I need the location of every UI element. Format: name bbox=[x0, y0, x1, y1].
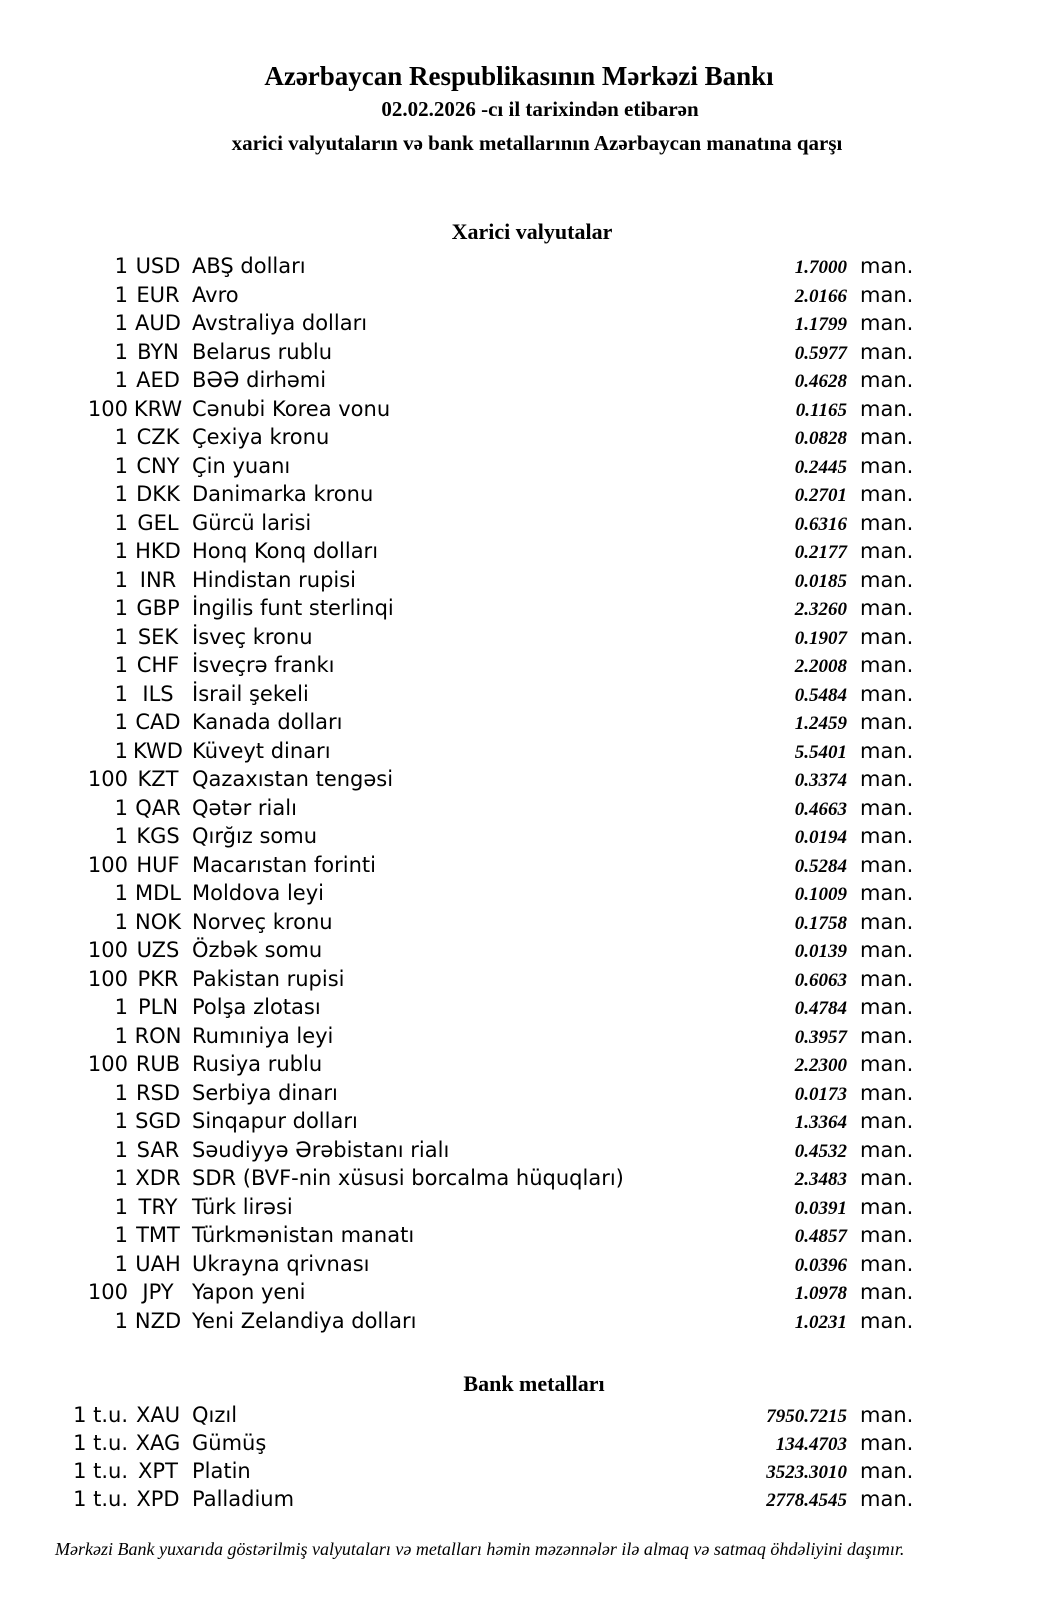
table-row bbox=[0, 338, 930, 367]
quantity-value: 1 bbox=[114, 482, 128, 506]
manat-unit-label: man. bbox=[860, 510, 914, 535]
currency-name: Qətər rialı bbox=[192, 795, 297, 820]
currency-code: NOK bbox=[134, 909, 181, 934]
manat-unit-label: man. bbox=[860, 767, 914, 791]
subtitle: xarici valyutaların və bank metallarının Azərbaycan manatına qarşı bbox=[231, 131, 843, 155]
table-row bbox=[0, 309, 930, 338]
currency-code: CZK bbox=[136, 425, 180, 449]
currency-name: İngilis funt sterlinqi bbox=[192, 596, 394, 620]
effective-date-line: 02.02.2026 -cı il tarixindən etibarən bbox=[381, 97, 699, 121]
rate-value: 0.5284 bbox=[794, 855, 847, 877]
quantity-value: 100 bbox=[87, 396, 128, 421]
manat-unit-label: man. bbox=[860, 1023, 914, 1048]
currency-code: GEL bbox=[137, 510, 179, 535]
manat-unit-label: man. bbox=[860, 710, 914, 734]
rate-value: 0.4663 bbox=[794, 798, 847, 820]
rate-value: 0.0139 bbox=[794, 941, 847, 962]
quantity-value: 1 bbox=[114, 653, 128, 677]
manat-unit-label: man. bbox=[860, 282, 914, 307]
currency-code: KZT bbox=[137, 767, 179, 791]
currency-name: Türkmənistan manatı bbox=[192, 1223, 415, 1247]
rate-value: 1.0231 bbox=[794, 1311, 847, 1333]
manat-unit-label: man. bbox=[860, 938, 914, 962]
rate-value: 1.7000 bbox=[794, 257, 847, 278]
currency-name: Yapon yeni bbox=[192, 1280, 306, 1304]
rate-value: 1.1799 bbox=[794, 314, 847, 335]
currency-name: Gürcü larisi bbox=[192, 510, 312, 535]
currency-code: SAR bbox=[136, 1137, 180, 1162]
currency-name: Qırğız somu bbox=[192, 824, 318, 848]
rate-value: 0.0391 bbox=[794, 1197, 847, 1219]
metal-code: XPD bbox=[136, 1487, 180, 1511]
table-row bbox=[0, 537, 930, 566]
rate-value: 0.4784 bbox=[794, 998, 847, 1019]
table-row bbox=[0, 936, 930, 965]
rate-value: 0.1165 bbox=[795, 399, 847, 421]
quantity-value: 1 bbox=[114, 339, 128, 364]
rate-value: 0.0185 bbox=[794, 570, 847, 592]
currency-code: MDL bbox=[135, 881, 181, 905]
quantity-value: 1 bbox=[114, 567, 128, 592]
rate-value: 1.0978 bbox=[794, 1283, 847, 1304]
table-row bbox=[0, 737, 930, 766]
quantity-value: 1 bbox=[114, 254, 128, 278]
currency-code: UZS bbox=[136, 938, 180, 962]
table-row bbox=[0, 651, 930, 680]
table-row bbox=[0, 1250, 930, 1279]
quantity-value: 100 bbox=[87, 767, 128, 791]
manat-unit-label: man. bbox=[860, 852, 914, 877]
currency-code: RUB bbox=[135, 1052, 181, 1076]
currency-name: Türk lirəsi bbox=[192, 1194, 293, 1219]
rate-value: 0.2701 bbox=[794, 485, 847, 506]
manat-unit-label: man. bbox=[860, 738, 914, 763]
quantity-value: 1 bbox=[114, 1109, 128, 1133]
rate-value: 0.1907 bbox=[794, 627, 847, 649]
rate-value: 0.4532 bbox=[794, 1140, 847, 1162]
currency-name: Moldova leyi bbox=[192, 881, 324, 905]
currency-name: Hindistan rupisi bbox=[192, 567, 357, 592]
currency-code: CAD bbox=[135, 710, 181, 734]
quantity-value: 100 bbox=[87, 966, 128, 991]
rate-value: 0.3957 bbox=[794, 1026, 847, 1048]
table-row bbox=[0, 480, 930, 509]
rate-value: 5.5401 bbox=[794, 741, 847, 763]
quantity-value: 100 bbox=[87, 1280, 128, 1304]
quantity-value: 1 bbox=[114, 624, 128, 649]
quantity-value: 1 bbox=[114, 738, 128, 763]
manat-unit-label: man. bbox=[860, 1223, 914, 1247]
quantity-value: 1 bbox=[114, 1223, 128, 1247]
currency-name: BƏƏ dirhəmi bbox=[192, 368, 327, 392]
table-row bbox=[0, 1193, 930, 1222]
rate-value: 2.2008 bbox=[794, 656, 847, 677]
manat-unit-label: man. bbox=[860, 1251, 914, 1276]
manat-unit-label: man. bbox=[860, 1109, 914, 1133]
rate-value: 0.1009 bbox=[794, 884, 847, 905]
currency-code: TMT bbox=[136, 1223, 180, 1247]
manat-unit-label: man. bbox=[860, 453, 914, 478]
rate-value: 3523.3010 bbox=[766, 1462, 847, 1483]
rate-value: 1.2459 bbox=[794, 713, 847, 734]
manat-unit-label: man. bbox=[860, 624, 914, 649]
currency-code: JPY bbox=[142, 1280, 174, 1304]
manat-unit-label: man. bbox=[860, 339, 914, 364]
manat-unit-label: man. bbox=[860, 1194, 914, 1219]
currency-code: GBP bbox=[136, 596, 180, 620]
manat-unit-label: man. bbox=[860, 1166, 914, 1190]
currency-name: Qazaxıstan tengəsi bbox=[192, 767, 394, 791]
currency-name: Belarus rublu bbox=[192, 339, 333, 364]
rate-value: 0.4857 bbox=[794, 1226, 847, 1247]
currency-code: EUR bbox=[136, 282, 180, 307]
currency-code: UAH bbox=[135, 1251, 181, 1276]
rate-value: 0.5484 bbox=[794, 684, 847, 706]
quantity-value: 1 bbox=[114, 1137, 128, 1162]
manat-unit-label: man. bbox=[860, 1308, 914, 1333]
currency-code: NZD bbox=[134, 1308, 182, 1333]
table-row bbox=[0, 1221, 930, 1250]
quantity-value: 1 t.u. bbox=[73, 1403, 128, 1427]
quantity-value: 1 bbox=[114, 1166, 128, 1190]
manat-unit-label: man. bbox=[860, 311, 914, 335]
manat-unit-label: man. bbox=[860, 824, 914, 848]
currency-name: Ukrayna qrivnası bbox=[192, 1251, 370, 1276]
table-row bbox=[0, 623, 930, 652]
quantity-value: 1 bbox=[114, 596, 128, 620]
table-row bbox=[0, 1107, 930, 1136]
quantity-value: 1 bbox=[114, 282, 128, 307]
metal-name: Qızıl bbox=[192, 1403, 238, 1427]
rate-value: 2.3483 bbox=[794, 1169, 847, 1190]
table-row bbox=[0, 965, 930, 994]
currency-code: RSD bbox=[135, 1080, 181, 1105]
quantity-value: 1 bbox=[114, 1080, 128, 1105]
manat-unit-label: man. bbox=[860, 909, 914, 934]
rate-value: 0.4628 bbox=[794, 371, 847, 392]
table-row bbox=[0, 1307, 930, 1336]
rate-value: 0.1758 bbox=[794, 912, 847, 934]
table-row bbox=[0, 366, 930, 395]
currency-name: Sinqapur dolları bbox=[192, 1109, 358, 1133]
metal-name: Platin bbox=[192, 1459, 251, 1483]
quantity-value: 1 bbox=[114, 539, 128, 563]
section-title-bank-metals: Bank metalları bbox=[463, 1371, 605, 1396]
manat-unit-label: man. bbox=[860, 1080, 914, 1105]
currency-name: Səudiyyə Ərəbistanı rialı bbox=[192, 1137, 450, 1162]
table-row bbox=[0, 1022, 930, 1051]
quantity-value: 1 t.u. bbox=[73, 1459, 128, 1483]
quantity-value: 1 bbox=[114, 425, 128, 449]
manat-unit-label: man. bbox=[860, 1403, 914, 1427]
metals-table bbox=[0, 1401, 930, 1513]
currency-code: KGS bbox=[136, 824, 180, 848]
currency-code: RON bbox=[134, 1023, 182, 1048]
table-row bbox=[0, 680, 930, 709]
currency-code: PLN bbox=[137, 995, 179, 1019]
table-row bbox=[0, 908, 930, 937]
currency-name: Yeni Zelandiya dolları bbox=[192, 1308, 417, 1333]
quantity-value: 1 bbox=[114, 311, 128, 335]
table-row bbox=[0, 879, 930, 908]
table-row bbox=[0, 1136, 930, 1165]
currency-name: Honq Konq dolları bbox=[192, 539, 379, 563]
quantity-value: 1 bbox=[114, 1194, 128, 1219]
manat-unit-label: man. bbox=[860, 653, 914, 677]
quantity-value: 100 bbox=[87, 938, 128, 962]
quantity-value: 1 bbox=[114, 510, 128, 535]
currency-name: SDR (BVF-nin xüsusi borcalma hüquqları) bbox=[192, 1166, 624, 1190]
currency-code: BYN bbox=[137, 339, 179, 364]
manat-unit-label: man. bbox=[860, 1280, 914, 1304]
rate-value: 134.4703 bbox=[775, 1434, 847, 1455]
table-row bbox=[0, 1278, 930, 1307]
table-row bbox=[0, 281, 930, 310]
quantity-value: 1 bbox=[114, 824, 128, 848]
quantity-value: 1 bbox=[114, 1251, 128, 1276]
table-row bbox=[0, 1485, 930, 1513]
disclaimer-text: Mərkəzi Bank yuxarıda göstərilmiş valyutaları və metalları həmin məzənnələr ilə almaq və satmaq öhdəliyini daşımır. bbox=[55, 1539, 905, 1559]
currency-name: Macarıstan forinti bbox=[192, 852, 376, 877]
table-row bbox=[0, 1164, 930, 1193]
manat-unit-label: man. bbox=[860, 795, 914, 820]
currency-name: İsrail şekeli bbox=[192, 681, 309, 706]
currency-name: Avstraliya dolları bbox=[192, 311, 368, 335]
table-row bbox=[0, 1457, 930, 1485]
currency-code: KRW bbox=[133, 396, 183, 421]
currency-name: Cənubi Korea vonu bbox=[192, 396, 391, 421]
table-row bbox=[0, 395, 930, 424]
table-row bbox=[0, 993, 930, 1022]
section-title-foreign-currencies: Xarici valyutalar bbox=[451, 219, 613, 244]
rate-value: 7950.7215 bbox=[766, 1406, 847, 1427]
rate-value: 0.0173 bbox=[794, 1083, 847, 1105]
table-row bbox=[0, 765, 930, 794]
currency-name: Çexiya kronu bbox=[192, 425, 330, 449]
currency-code: KWD bbox=[133, 738, 183, 763]
table-row bbox=[0, 851, 930, 880]
quantity-value: 1 bbox=[114, 1308, 128, 1333]
quantity-value: 1 t.u. bbox=[73, 1431, 128, 1455]
quantity-value: 1 bbox=[114, 909, 128, 934]
currency-name: İsveç kronu bbox=[192, 624, 313, 649]
rate-value: 1.3364 bbox=[794, 1112, 847, 1133]
metal-code: XAU bbox=[135, 1403, 181, 1427]
currency-code: HKD bbox=[135, 539, 181, 563]
manat-unit-label: man. bbox=[860, 567, 914, 592]
rate-value: 0.3374 bbox=[794, 770, 847, 791]
manat-unit-label: man. bbox=[860, 966, 914, 991]
quantity-value: 1 bbox=[114, 795, 128, 820]
currency-name: Danimarka kronu bbox=[192, 482, 374, 506]
quantity-value: 100 bbox=[87, 852, 128, 877]
currency-code: AED bbox=[136, 368, 180, 392]
table-row bbox=[0, 1401, 930, 1429]
metal-name: Palladium bbox=[192, 1487, 295, 1511]
rate-value: 0.6063 bbox=[794, 969, 847, 991]
quantity-value: 1 bbox=[114, 681, 128, 706]
currency-code: CNY bbox=[136, 453, 180, 478]
manat-unit-label: man. bbox=[860, 539, 914, 563]
currency-code: PKR bbox=[137, 966, 179, 991]
metal-name: Gümüş bbox=[192, 1431, 267, 1455]
manat-unit-label: man. bbox=[860, 1459, 914, 1483]
manat-unit-label: man. bbox=[860, 1431, 914, 1455]
currency-name: Özbək somu bbox=[192, 938, 323, 962]
currency-code: HUF bbox=[136, 852, 180, 877]
table-row bbox=[0, 822, 930, 851]
currency-code: XDR bbox=[135, 1166, 181, 1190]
rate-value: 2778.4545 bbox=[766, 1490, 847, 1511]
table-row bbox=[0, 794, 930, 823]
quantity-value: 1 bbox=[114, 881, 128, 905]
quantity-value: 1 bbox=[114, 453, 128, 478]
currency-name: Çin yuanı bbox=[192, 453, 291, 478]
quantity-value: 1 bbox=[114, 368, 128, 392]
rate-value: 2.3260 bbox=[794, 599, 847, 620]
currency-name: Rumıniya leyi bbox=[192, 1023, 334, 1048]
table-row bbox=[0, 708, 930, 737]
currency-code: SEK bbox=[137, 624, 179, 649]
currency-code: DKK bbox=[136, 482, 180, 506]
rate-value: 0.0828 bbox=[794, 428, 847, 449]
currency-code: AUD bbox=[135, 311, 181, 335]
metal-code: XAG bbox=[135, 1431, 181, 1455]
currency-table bbox=[0, 252, 930, 1335]
currency-name: Avro bbox=[192, 282, 239, 307]
table-row bbox=[0, 252, 930, 281]
manat-unit-label: man. bbox=[860, 368, 914, 392]
rate-value: 0.2445 bbox=[794, 456, 847, 478]
quantity-value: 1 t.u. bbox=[73, 1487, 128, 1511]
quantity-value: 1 bbox=[114, 995, 128, 1019]
manat-unit-label: man. bbox=[860, 482, 914, 506]
currency-code: INR bbox=[139, 567, 177, 592]
manat-unit-label: man. bbox=[860, 254, 914, 278]
currency-name: Polşa zlotası bbox=[192, 995, 321, 1019]
manat-unit-label: man. bbox=[860, 1487, 914, 1511]
manat-unit-label: man. bbox=[860, 1052, 914, 1076]
table-row bbox=[0, 1079, 930, 1108]
table-row bbox=[0, 594, 930, 623]
rate-value: 0.5977 bbox=[794, 342, 847, 364]
quantity-value: 1 bbox=[114, 710, 128, 734]
currency-name: Küveyt dinarı bbox=[192, 738, 331, 763]
rate-value: 0.6316 bbox=[794, 513, 847, 535]
currency-code: CHF bbox=[136, 653, 180, 677]
rate-value: 2.0166 bbox=[794, 285, 847, 307]
rate-value: 0.2177 bbox=[794, 542, 847, 563]
currency-code: SGD bbox=[135, 1109, 181, 1133]
currency-name: Pakistan rupisi bbox=[192, 966, 345, 991]
table-row bbox=[0, 1050, 930, 1079]
currency-name: Norveç kronu bbox=[192, 909, 333, 934]
manat-unit-label: man. bbox=[860, 1137, 914, 1162]
manat-unit-label: man. bbox=[860, 425, 914, 449]
rate-value: 2.2300 bbox=[794, 1055, 847, 1076]
manat-unit-label: man. bbox=[860, 596, 914, 620]
page-title: Azərbaycan Respublikasının Mərkəzi Bankı bbox=[264, 61, 774, 91]
table-row bbox=[0, 509, 930, 538]
currency-code: ILS bbox=[142, 681, 174, 706]
currency-name: Rusiya rublu bbox=[192, 1052, 323, 1076]
manat-unit-label: man. bbox=[860, 995, 914, 1019]
currency-code: QAR bbox=[135, 795, 181, 820]
currency-name: İsveçrə frankı bbox=[192, 653, 335, 677]
manat-unit-label: man. bbox=[860, 396, 914, 421]
table-row bbox=[0, 1429, 930, 1457]
table-row bbox=[0, 423, 930, 452]
quantity-value: 1 bbox=[114, 1023, 128, 1048]
rate-value: 0.0194 bbox=[794, 827, 847, 848]
manat-unit-label: man. bbox=[860, 681, 914, 706]
manat-unit-label: man. bbox=[860, 881, 914, 905]
currency-code: TRY bbox=[138, 1194, 178, 1219]
currency-name: Kanada dolları bbox=[192, 710, 343, 734]
table-row bbox=[0, 566, 930, 595]
currency-name: Serbiya dinarı bbox=[192, 1080, 338, 1105]
currency-code: USD bbox=[135, 254, 181, 278]
quantity-value: 100 bbox=[87, 1052, 128, 1076]
rate-value: 0.0396 bbox=[794, 1254, 847, 1276]
table-row bbox=[0, 452, 930, 481]
currency-name: ABŞ dolları bbox=[192, 254, 306, 278]
metal-code: XPT bbox=[138, 1459, 178, 1483]
